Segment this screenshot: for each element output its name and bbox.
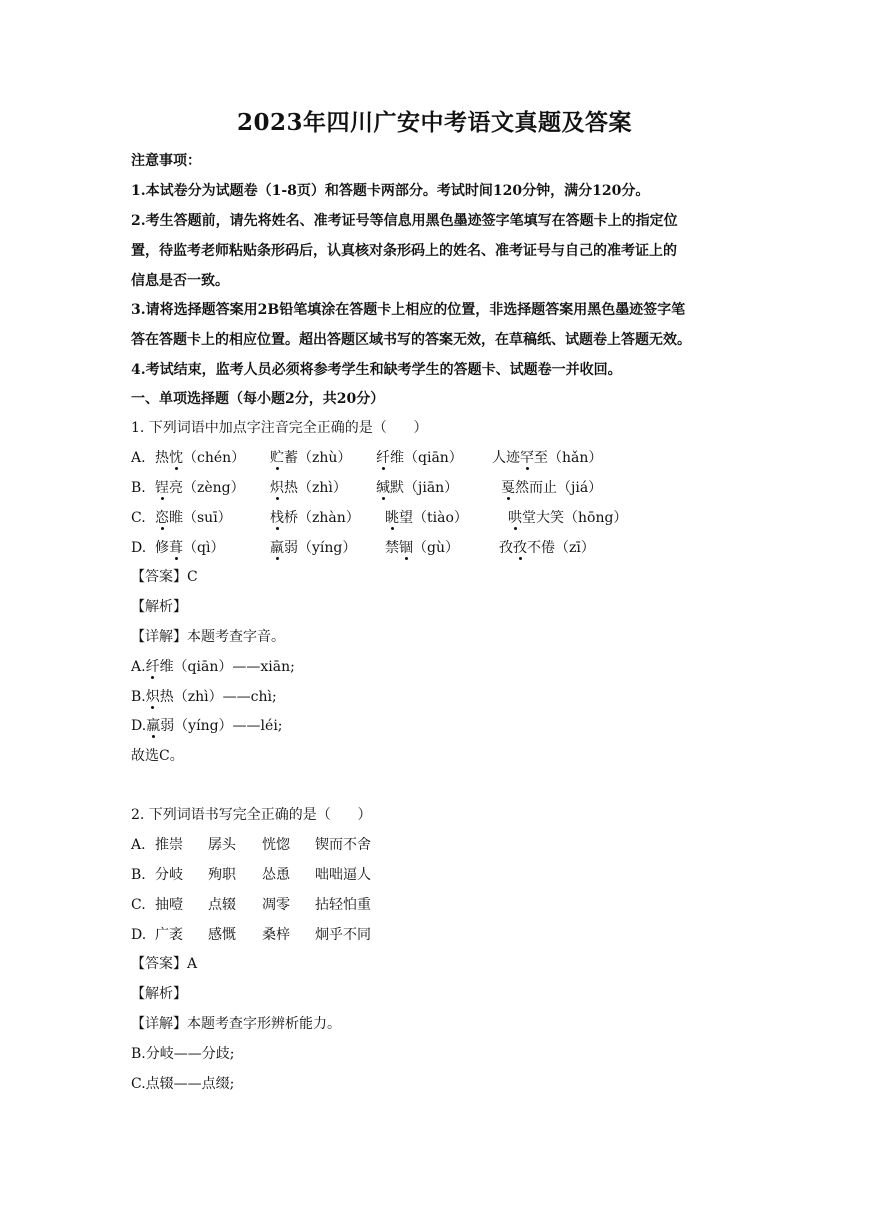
- analysis-note: D.羸弱（yíng）——léi;: [131, 718, 283, 734]
- option-word: 桑梓: [262, 927, 290, 943]
- option-word: 恣睢（suī）: [155, 510, 232, 526]
- option-word: 羸弱（yíng）: [270, 540, 357, 556]
- option-letter: D.: [131, 540, 147, 556]
- analysis-label: 【解析】: [131, 599, 187, 615]
- analysis-label: 【解析】: [131, 986, 187, 1002]
- page-title: 2023年四川广安中考语文真题及答案: [236, 109, 632, 136]
- option-word: 抽噎: [155, 897, 183, 913]
- analysis-note: A.纤维（qiān）——xiān;: [131, 659, 295, 675]
- analysis-note: B.炽热（zhì）——chì;: [131, 689, 277, 705]
- option-word: 感慨: [208, 927, 236, 943]
- option-word: 怂恿: [262, 867, 290, 883]
- notice-heading: 注意事项：: [131, 153, 201, 169]
- conclusion: 故选C。: [131, 748, 184, 764]
- option-letter: C.: [131, 897, 146, 913]
- option-word: 殉职: [208, 867, 236, 883]
- option-word: 锃亮（zèng）: [155, 480, 245, 496]
- notice-item: 3.请将选择题答案用2B铅笔填涂在答题卡上相应的位置，非选择题答案用黑色墨迹签字笔: [131, 302, 686, 318]
- answer-label: 【答案】A: [131, 956, 198, 972]
- notice-item: 信息是否一致。: [131, 273, 229, 289]
- option-word: 眺望（tiào）: [385, 510, 468, 526]
- option-letter: C.: [131, 510, 146, 526]
- option-word: 孜孜不倦（zī）: [499, 540, 595, 556]
- analysis-note: B.分岐——分歧;: [131, 1046, 235, 1062]
- question-1-stem: 1. 下列词语中加点字注音完全正确的是（ ）: [131, 420, 428, 436]
- option-letter: B.: [131, 867, 146, 883]
- option-word: 广袤: [155, 927, 183, 943]
- option-word: 戛然而止（jiá）: [501, 480, 603, 496]
- option-word: 热忱（chén）: [155, 450, 246, 466]
- answer-label: 【答案】C: [131, 569, 198, 585]
- option-word: 哄堂大笑（hōng）: [508, 510, 628, 526]
- option-word: 凋零: [262, 897, 290, 913]
- option-word: 缄默（jiān）: [376, 480, 459, 496]
- option-word: 拈轻怕重: [315, 897, 371, 913]
- option-word: 推崇: [155, 837, 183, 853]
- option-word: 禁锢（gù）: [385, 540, 459, 556]
- option-letter: D.: [131, 927, 147, 943]
- analysis-note: C.点辍——点缀;: [131, 1076, 235, 1092]
- detail-label: 【详解】本题考查字音。: [131, 629, 285, 645]
- option-word: 炽热（zhì）: [270, 480, 347, 496]
- section-heading: 一、单项选择题（每小题2分，共20分）: [131, 391, 385, 407]
- option-letter: A.: [131, 450, 146, 466]
- option-word: 恍惚: [262, 837, 290, 853]
- option-word: 咄咄逼人: [315, 867, 371, 883]
- notice-item: 置，待监考老师粘贴条形码后，认真核对条形码上的姓名、准考证号与自己的准考证上的: [131, 243, 677, 259]
- notice-item: 1.本试卷分为试题卷（1-8页）和答题卡两部分。考试时间120分钟，满分120分。: [131, 183, 650, 199]
- option-word: 贮蓄（zhù）: [270, 450, 352, 466]
- option-word: 点辍: [208, 897, 236, 913]
- option-letter: B.: [131, 480, 146, 496]
- detail-label: 【详解】本题考查字形辨析能力。: [131, 1016, 341, 1032]
- option-word: 锲而不舍: [315, 837, 371, 853]
- option-word: 炯乎不同: [315, 927, 371, 943]
- question-2-stem: 2. 下列词语书写完全正确的是（ ）: [131, 807, 372, 823]
- option-word: 修葺（qì）: [155, 540, 225, 556]
- notice-item: 2.考生答题前，请先将姓名、准考证号等信息用黑色墨迹签字笔填写在答题卡上的指定位: [131, 213, 678, 229]
- option-word: 纤维（qiān）: [376, 450, 463, 466]
- notice-item: 答在答题卡上的相应位置。超出答题区域书写的答案无效，在草稿纸、试题卷上答题无效。: [131, 332, 691, 348]
- option-letter: A.: [131, 837, 146, 853]
- option-word: 人迹罕至（hǎn）: [492, 450, 603, 466]
- option-word: 分岐: [155, 867, 183, 883]
- option-word: 栈桥（zhàn）: [270, 510, 360, 526]
- option-word: 孱头: [208, 837, 236, 853]
- notice-item: 4.考试结束，监考人员必须将参考学生和缺考学生的答题卡、试题卷一并收回。: [131, 362, 622, 378]
